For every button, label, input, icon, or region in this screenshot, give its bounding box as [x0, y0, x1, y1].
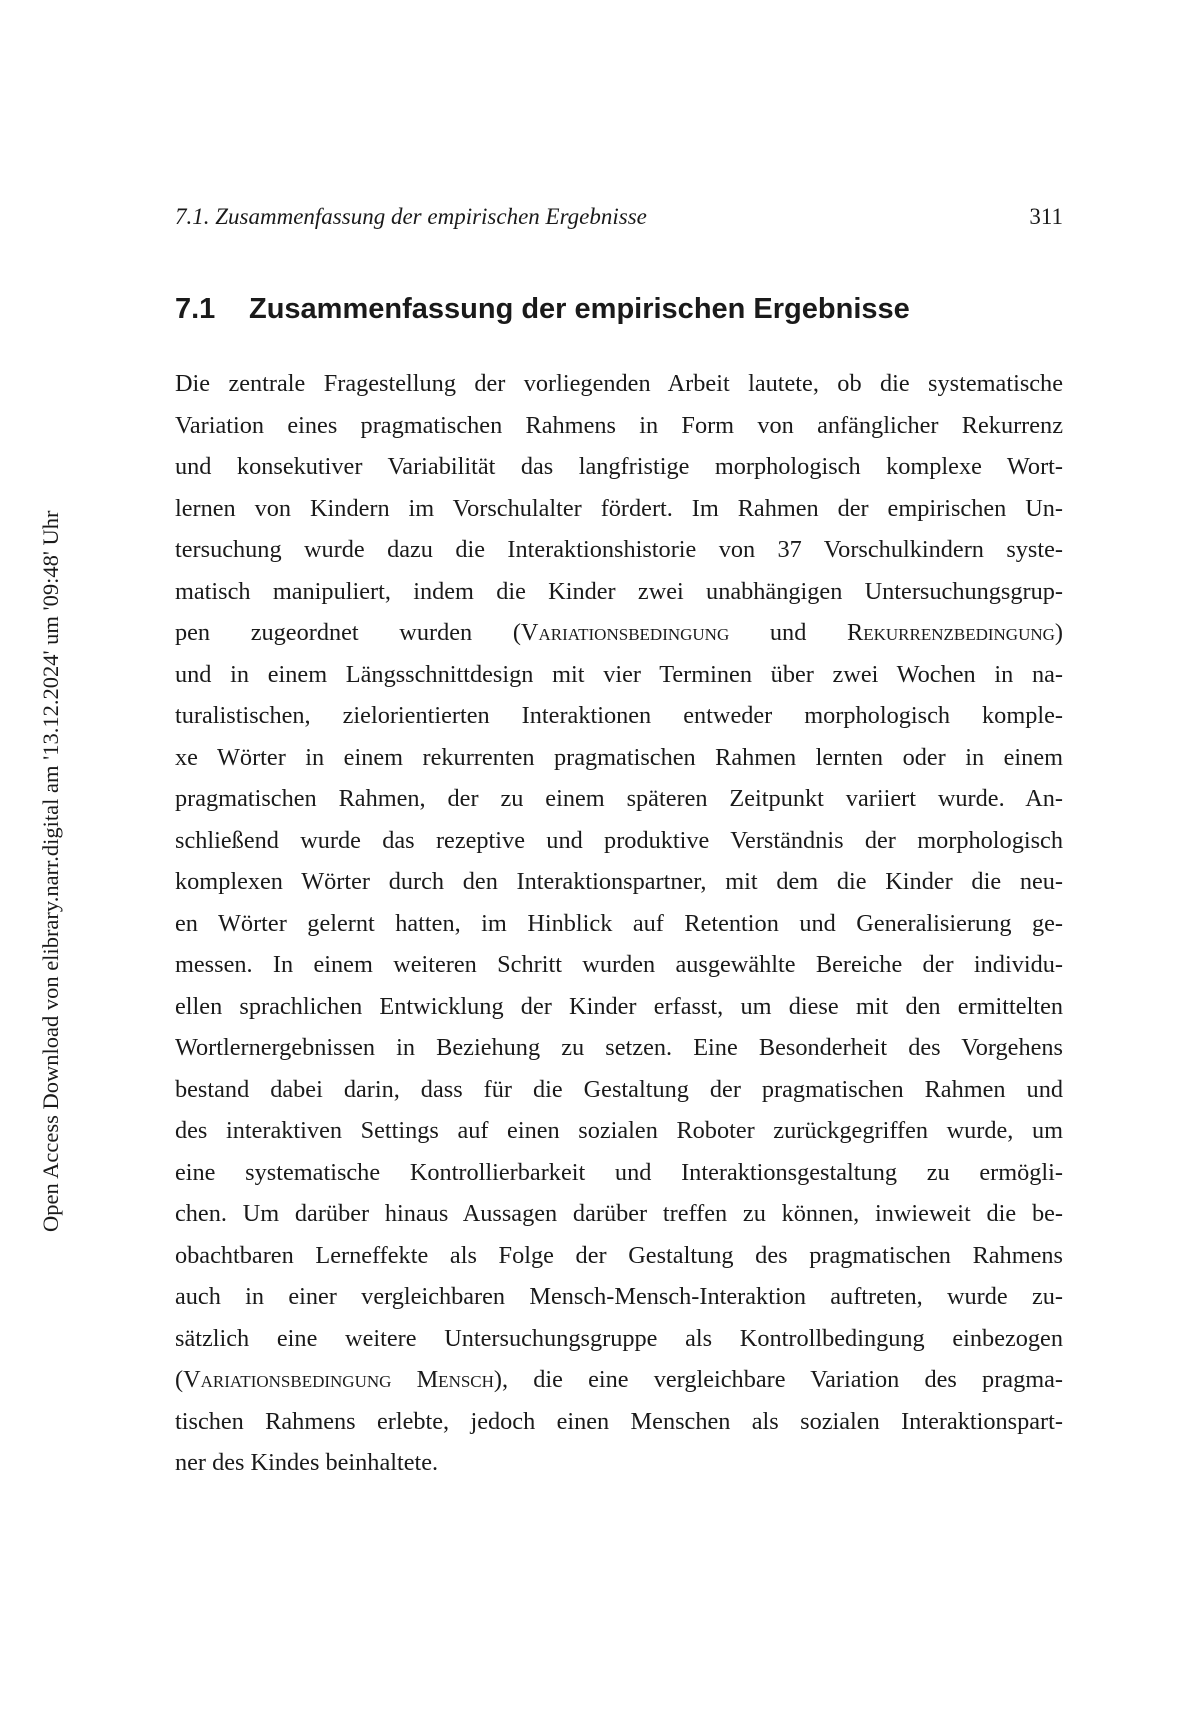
section-heading [175, 289, 1063, 329]
text-line: xe Wörter in einem rekurrenten pragmatischen Rahmen lernten oder in einem [175, 743, 1063, 771]
text-line: ellen sprachlichen Entwicklung der Kinder erfasst, um diese mit den ermittelten [175, 992, 1063, 1020]
text-line: chen. Um darüber hinaus Aussagen darüber treffen zu können, inwieweit die be- [175, 1200, 1063, 1227]
text-line: Die zentrale Fragestellung der vorliegenden Arbeit lautete, ob die systematische [175, 370, 1063, 397]
text-line: bestand dabei darin, dass für die Gestaltung der pragmatischen Rahmen und [175, 1075, 1063, 1103]
text-line: schließend wurde das rezeptive und produktive Verständnis der morphologisch [175, 826, 1063, 854]
running-head [175, 201, 1063, 233]
text-line: Wortlernergebnissen in Beziehung zu setzen. Eine Besonderheit des Vorgehens [175, 1034, 1063, 1061]
text-line: tersuchung wurde dazu die Interaktionshistorie von 37 Vorschulkindern syste- [175, 536, 1063, 563]
running-head-title: 7.1. Zusammenfassung der empirischen Ergebnisse [175, 204, 647, 229]
text-line-with-conditions [175, 612, 1063, 654]
text-line: matisch manipuliert, indem die Kinder zwei unabhängigen Untersuchungsgrup- [175, 577, 1063, 605]
text-line: pragmatischen Rahmen, der zu einem späteren Zeitpunkt variiert wurde. An- [175, 785, 1063, 812]
text-fragment: ( [175, 1366, 184, 1393]
text-line: turalistischen, zielorientierten Interaktionen entweder morphologisch komple- [175, 702, 1063, 729]
condition-term-variation: Variationsbedingung [520, 619, 730, 646]
text-line: und konsekutiver Variabilität das langfristige morphologisch komplexe Wort- [175, 453, 1063, 480]
text-line: obachtbaren Lerneffekte als Folge der Gestaltung des pragmatischen Rahmens [175, 1241, 1063, 1269]
text-line-last: ner des Kindes beinhaltete. [175, 1449, 439, 1476]
text-line: auch in einer vergleichbaren Mensch-Mensch-Interaktion auftreten, wurde zu- [175, 1283, 1063, 1310]
section-title: Zusammenfassung der empirischen Ergebnisse [249, 293, 910, 325]
text-fragment: und [729, 619, 847, 646]
condition-term-recurrence: Rekurrenzbedingung [847, 619, 1055, 646]
text-line: messen. In einem weiteren Schritt wurden ausgewählte Bereiche der individu- [175, 951, 1063, 978]
text-fragment: ) [1054, 619, 1063, 646]
text-line: und in einem Längsschnittdesign mit vier Terminen über zwei Wochen in na- [175, 660, 1063, 688]
condition-term-variation-human: Variationsbedingung Mensch [183, 1366, 494, 1393]
download-watermark: Open Access Download von elibrary.narr.digital am '13.12.2024' um '09:48' Uhr [38, 510, 63, 1232]
text-line: komplexen Wörter durch den Interaktionspartner, mit dem die Kinder die neu- [175, 868, 1063, 895]
body-paragraph [175, 363, 1063, 1484]
text-fragment: ), die eine vergleichbare Variation des pragma- [493, 1366, 1063, 1393]
text-line: tischen Rahmens erlebte, jedoch einen Menschen als sozialen Interaktionspart- [175, 1407, 1063, 1435]
text-line: lernen von Kindern im Vorschulalter fördert. Im Rahmen der empirischen Un- [175, 494, 1063, 522]
text-fragment: pen zugeordnet wurden ( [175, 619, 521, 646]
section-number: 7.1 [175, 293, 216, 325]
text-line: sätzlich eine weitere Untersuchungsgruppe als Kontrollbedingung einbezogen [175, 1324, 1063, 1352]
text-line: en Wörter gelernt hatten, im Hinblick auf Retention und Generalisierung ge- [175, 909, 1063, 937]
text-line: des interaktiven Settings auf einen sozialen Roboter zurückgegriffen wurde, um [175, 1117, 1063, 1144]
page-number: 311 [1029, 204, 1063, 229]
text-line: Variation eines pragmatischen Rahmens in Form von anfänglicher Rekurrenz [175, 411, 1063, 439]
text-line-with-condition [175, 1359, 1063, 1401]
text-line: eine systematische Kontrollierbarkeit und Interaktionsgestaltung zu ermögli- [175, 1158, 1063, 1186]
